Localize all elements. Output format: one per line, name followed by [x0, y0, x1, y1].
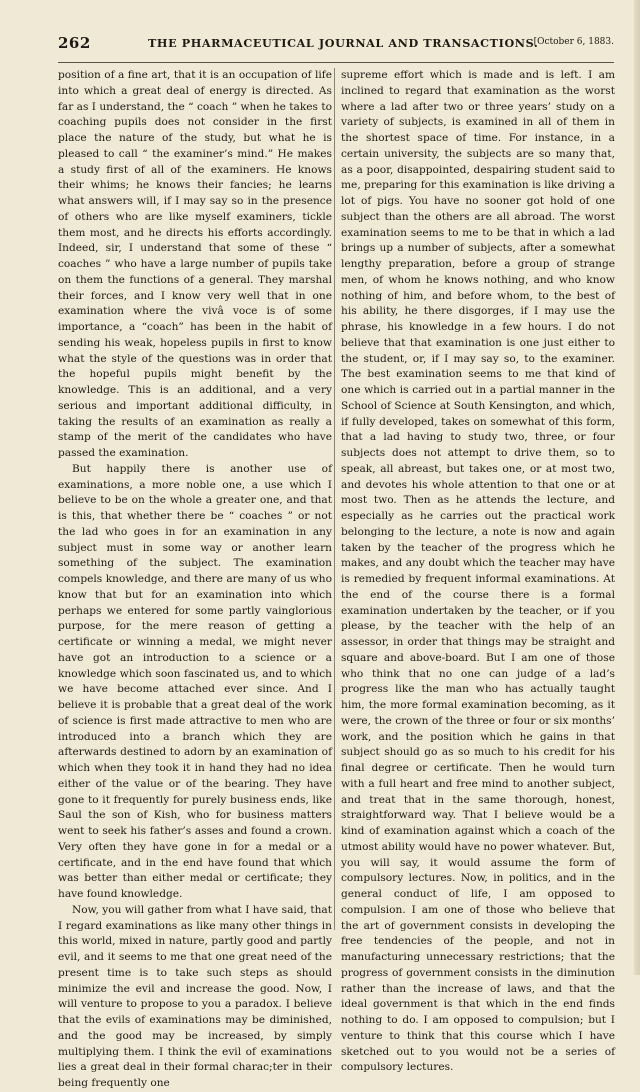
left-paragraph-1: position of a fine art, that it is an occupation of life into which a great deal of energy is directed. As far as I understand, the “ coach ” when he takes to coaching pupils does not consider in the first place the nature of the study, but what he is pleased to call “ the examiner’s mind.” He makes a study first of all of the examiners. He knows their whims; he knows their fancies; he learns what answers will, if I may say so in the presence of others who are like myself examiners, tickle them most, and he directs his efforts accordingly. Indeed, sir, I understand that some of these “ coaches ” who have a large number of pupils take on them the functions of a general. They marshal their forces, and I know very well that in one examination where the vivâ voce is of some importance, a “coach” has been in the habit of sending his weak, hopeless pupils in first to know what the style of the questions was in order that the hopeful pupils might benefit by the knowledge. This is an additional, and a very serious and important additional difficulty, in taking the results of an examination as really a stamp of the merit of the candidates who have passed the examination. — [58, 69, 332, 459]
issue-date: [October 6, 1883. — [533, 37, 614, 47]
page-header — [58, 34, 614, 56]
left-column — [58, 68, 332, 1092]
header-rule — [58, 62, 614, 63]
left-paragraph-3: Now, you will gather from what I have said, that I regard examinations as like many other things in this world, mixed in nature, partly good and partly evil, and it seems to me that one great need of the present time is to take such steps as should minimize the evil and increase the good. Now, I will venture to propose to you a paradox. I believe that the evils of examinations may be diminished, and the good may be increased, by simply multiplying them. I think the evil of examinations lies a great deal in their formal charac;ter in their being frequently one — [58, 903, 332, 1089]
page-number: 262 — [58, 34, 91, 52]
right-column — [341, 68, 615, 1076]
column-divider — [334, 68, 335, 930]
left-paragraph-2: But happily there is another use of examinations, a more noble one, a use which I believe to be on the whole a greater one, and that is this, that whether there be “ coaches ” or not the lad who goes in for an examination in any subject must in some way or another learn something of the subject. The examination compels knowledge, and there are many of us who know that but for an examination into which perhaps we entered for some partly vainglorious purpose, for the mere reason of getting a certificate or winning a medal, we might never have got an introduction to a science or a knowledge which soon fascinated us, and to which we have become attached ever since. And I believe it is probable that a great deal of the work of science is first made attractive to men who are introduced into a branch which they are afterwards destined to adorn by an examination of which when they took it in hand they had no idea either of the value or of the bearing. They have gone to it frequently for purely business ends, like Saul the son of Kish, who for business matters went to seek his father’s asses and found a crown. Very often they have gone in for a medal or a certificate, and in the end have found that which was better than either medal or certificate; they have found knowledge. — [58, 462, 332, 900]
right-paragraph-1: supreme effort which is made and is left. I am inclined to regard that examination as the worst where a lad after two or three years’ study on a variety of subjects, is examined in all of them in the shortest space of time. For instance, in a certain university, the subjects are so many that, as a poor, disappointed, despairing student said to me, preparing for this examination is like driving a lot of pigs. You have no sooner got hold of one subject than the others are all abroad. The worst examination seems to me to be that in which a lad brings up a number of subjects, after a somewhat lengthy preparation, before a group of strange men, of whom he knows nothing, and who know nothing of him, and before whom, to the best of his ability, he there disgorges, if I may use the phrase, his knowledge in a few hours. I do not believe that that examination is one just either to the student, or, if I may say so, to the examiner. The best examination seems to me that kind of one which is carried out in a partial manner in the School of Science at South Kensington, and which, if fully developed, takes on somewhat of this form, that a lad having to study two, three, or four subjects does not attempt to drive them, so to speak, all abreast, but takes one, or at most two, and devotes his whole attention to that one or at most two. Then as he attends the lecture, and especially as he carries out the practical work belonging to the lecture, a note is now and again taken by the teacher of the progress which he makes, and any doubt which the teacher may have is remedied by frequent informal examinations. At the end of the course there is a formal examination undertaken by the teacher, or if you please, by the teacher with the help of an assessor, in order that things may be straight and square and above-board. But I am one of those who think that no one can judge of a lad’s progress like the man who has actually taught him, the more formal examination becoming, as it were, the crown of the three or four or six months’ work, and the position which he gains in that subject should go as so much to his credit for his final degree or certificate. Then he would turn with a full heart and free mind to another subject, and treat that in the same thorough, honest, straightforward way. That I believe would be a kind of examination against which a coach of the utmost ability would have no power whatever. But, you will say, it would assume the form of compulsory lectures. Now, in politics, and in the general conduct of life, I am opposed to compulsion. I am one of those who believe that the art of government consists in developing the free tendencies of the people, and not in manufacturing unnecessary restrictions; that the progress of government consists in the diminution rather than the increase of laws, and that the ideal government is that which in the end finds nothing to do. I am opposed to compulsion; but I venture to think that this course which I have sketched out to you would not be a series of compulsory lectures. — [341, 69, 615, 1074]
journal-title: THE PHARMACEUTICAL JOURNAL AND TRANSACTIONS. — [148, 36, 539, 50]
page-edge-shadow — [634, 0, 640, 975]
